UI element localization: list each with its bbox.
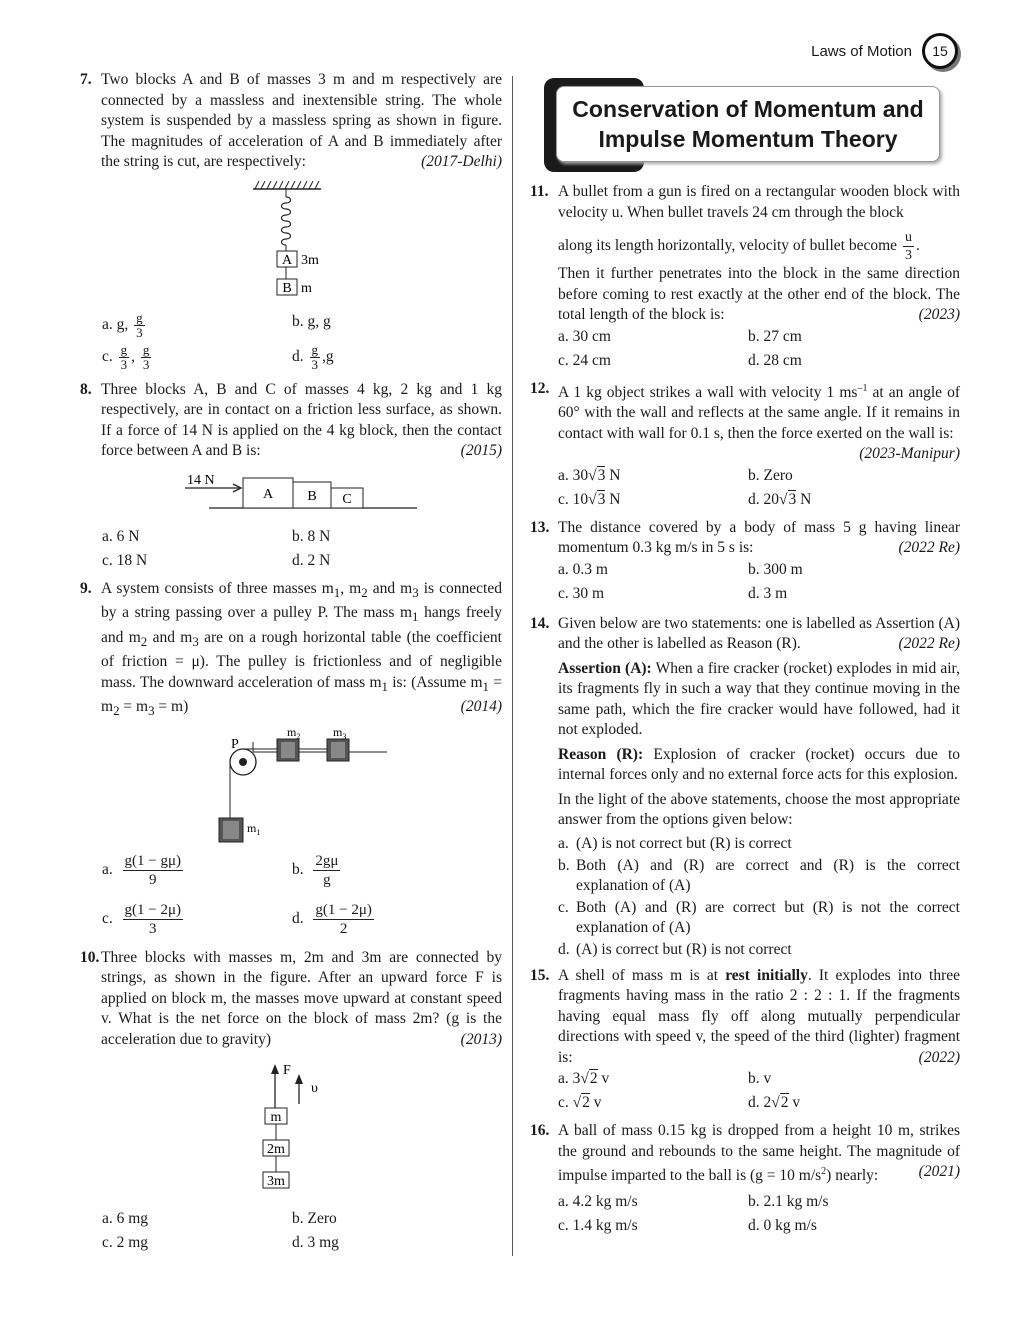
question-13: 13. The distance covered by a body of mass 5 g having linear momentum 0.3 kg m/s in 5 s is: (2022 Re) (530, 518, 960, 559)
option-d: d. 2 N (292, 551, 331, 569)
question-year: (2021) (918, 1163, 960, 1181)
option-a: a. 6 mg (102, 1210, 149, 1228)
option-c: c. $\frac{g(1 - 2\mu)}{3}$ (102, 901, 182, 937)
option-b: b. 27 cm (748, 327, 802, 345)
question-12: 12. A 1 kg object strikes a wall with velocity 1 $ms^{-1}$ at an angle of 60° with the wall and reflects at the same angle. If it remains in contact with wall for 0.1 s, then the force exerted on the wall is: (2023-Manipur) (530, 379, 960, 465)
option-b: b. Zero (292, 1210, 337, 1228)
question-text: Three blocks A, B and C of masses 4 kg, 2 kg and 1 kg respectively, are in contact on a friction less surface, as shown. If a force of 14 N is applied on the 4 kg block, then the contact force between A and B is: (101, 380, 502, 459)
question-text: A system consists of three masses $m_1$, $m_2$ and $m_3$ is connected by a string passing over a pulley P. The mass $m_1$ hangs freely and $m_2$ and $m_3$ are on a rough horizontal table (the coefficient of friction = μ). The pulley is frictionless and of negligible mass. The downward acceleration of mass $m_1$ is: (Assume $m_1 = m_2 = m_3 = m$) (2014) (101, 579, 502, 719)
hanging-blocks-figure (80, 1054, 502, 1204)
question-year: (2022 Re) (898, 539, 960, 557)
option-d: d. $\frac{g}{3}$ ,g (292, 341, 334, 372)
option-a: a. 0.3 m (558, 560, 608, 578)
page-number: 15 (922, 33, 958, 69)
block-a-label: A (281, 252, 293, 268)
question-text: A 1 kg object strikes a wall with velocity 1 $ms^{-1}$ at an angle of 60° with the wall and reflects at the same angle. If it remains in contact with wall for 0.1 s, then the force exerted on the wall is: (2023-Manipur) (558, 379, 960, 465)
question-year: (2023) (918, 306, 960, 323)
force-label: 14 N (187, 472, 215, 488)
question-16: 16. A ball of mass 0.15 kg is dropped from a height 10 m, strikes the ground and rebounds to the same height. The magnitude of impulse imparted to the ball is (g = 10 $m/s^2$) nearly: (2021) (530, 1121, 960, 1187)
question-text: Given below are two statements: one is labelled as Assertion (A) and the other is labelled as Reason (R). (558, 614, 960, 653)
option-c: c. 1.4 kg m/s (558, 1216, 638, 1234)
svg-text:m2: $m_2$ (287, 725, 301, 741)
block-b-mass: m (301, 280, 312, 296)
option-b: b. 300 m (748, 560, 803, 578)
page-header (811, 33, 958, 69)
pulley-figure (80, 726, 502, 844)
question-year: (2022 Re) (898, 635, 960, 653)
option-a: a. 4.2 kg m/s (558, 1192, 638, 1210)
option-a: a. 30 cm (558, 327, 611, 345)
question-9: 9. A system consists of three masses $m_1$, $m_2$ and $m_3$ is connected by a string passing over a pulley P. The mass $m_1$ hangs freely and $m_2$ and $m_3$ are on a rough horizontal table (the coefficient of friction = μ). The pulley is frictionless and of negligible mass. The downward acceleration of mass $m_1$ is: (Assume $m_1 = m_2 = m_3 = m$) (2014) (80, 579, 502, 722)
column-divider (512, 76, 513, 1256)
reason-text: Explosion of cracker (rocket) occurs due to internal forces only and no external force acts for this explosion. (558, 745, 961, 784)
block-2m-label: 2m (267, 1142, 285, 1158)
options-q16 (558, 1191, 960, 1236)
left-column (80, 70, 502, 1253)
three-blocks-figure (100, 466, 502, 522)
option-b: b. $\frac{2g\mu}{g}$ (292, 852, 339, 888)
options-q14 (558, 834, 960, 960)
option-d: d. 20√3 N (748, 490, 812, 508)
question-year: (2013) (460, 1030, 502, 1048)
question-year: (2015) (460, 442, 502, 459)
velocity-label: υ (311, 1081, 318, 1097)
force-label: F (283, 1063, 291, 1079)
question-text: Three blocks with masses m, 2m and 3m are connected by strings, as shown in the figure. After an upward force F is applied on block m, the masses move upward at constant speed v. What is the net force on the block of mass 2m? (g is the acceleration due to gravity) (101, 948, 502, 1048)
section-heading (544, 78, 940, 160)
options-q11 (558, 326, 960, 371)
option-b: b. g, g (292, 312, 331, 330)
question-year: (2014) (460, 698, 502, 716)
question-14: 14. Given below are two statements: one is labelled as Assertion (A) and the other is labelled as Reason (R). (2022 Re) Assertion (A): When a fire cracker (rocket) explodes in mid air, its fragments fly in such a way that they continue moving in the same path, which the fire cracker would have followed, had it not exploded. Reason (R): Explosion of cracker (rocket) occurs due to internal forces only and no external force acts for this explosion. In the light of the above statements, choose the most appropriate answer from the options given below: (530, 614, 960, 831)
block-m-label: m (270, 1110, 282, 1126)
question-text: Two blocks A and B of masses 3 m and m respectively are connected by a massless and inextensible string. The whole system is suspended by a massless spring as shown in figure. The magnitudes of acceleration of A and B immediately after the string is cut, are respectively: (101, 71, 502, 170)
block-b-label: B (282, 280, 292, 296)
option-c: c. 10√3 N (558, 490, 621, 508)
option-b: b. 2.1 kg m/s (748, 1192, 829, 1210)
question-10: 10. Three blocks with masses m, 2m and 3m are connected by strings, as shown in the figure. After an upward force F is applied on block m, the masses move upward at constant speed v. What is the net force on the block of mass 2m? (g is the acceleration due to gravity) (2013) (80, 948, 502, 1051)
block-c-label: C (342, 491, 352, 507)
option-b: b. Both (A) and (R) are correct and (R) is the correct explanation of (A) (558, 856, 960, 894)
question-7: 7. Two blocks A and B of masses 3 m and m respectively are connected by a massless and inextensible string. The whole system is suspended by a massless spring as shown in figure. The magnitudes of acceleration of A and B immediately after the string is cut, are respectively: (2017-Delhi) (80, 70, 502, 173)
option-d: d. 2√2 v (748, 1094, 801, 1112)
svg-text:m1: $m_1$ (247, 820, 261, 837)
question-11: 11. A bullet from a gun is fired on a rectangular wooden block with velocity u. When bullet travels 24 cm through the block along its length horizontally, velocity of bullet become $\frac{u}{3}$ . Then it further penetrates into the block in the same direction before coming to rest exactly at the other end of the block. The total length of the block is: (2023) (530, 182, 960, 326)
option-a: a. (A) is not correct but (R) is correct (558, 834, 792, 852)
option-a: a. 3√2 v (558, 1070, 610, 1088)
options-q9 (102, 852, 502, 938)
options-q10 (102, 1208, 502, 1253)
option-c: c. 30 m (558, 584, 605, 602)
question-15: 15. A shell of mass m is at rest initially. It explodes into three fragments having mass in the ratio 2 : 2 : 1. If the fragments having equal mass fly off along mutually perpendicular directions with speed v, the speed of the third (lighter) fragment is: (2022) (530, 966, 960, 1069)
options-q15 (558, 1068, 960, 1113)
section-title-line1: Conservation of Momentum and (572, 96, 924, 122)
option-d: d. 28 cm (748, 351, 802, 369)
options-q12 (558, 465, 960, 510)
option-a: a. 6 N (102, 527, 140, 545)
section-title-line2: Impulse Momentum Theory (598, 126, 898, 152)
chapter-title: Laws of Motion (811, 42, 912, 60)
option-a: a. g, $\frac{g}{3}$ (102, 309, 143, 340)
block-a-mass: 3m (301, 252, 319, 268)
svg-text:m3: $m_3$ (333, 725, 347, 741)
question-8: 8. Three blocks A, B and C of masses 4 kg, 2 kg and 1 kg respectively, are in contact on a friction less surface, as shown. If a force of 14 N is applied on the 4 kg block, then the contact force between A and B is: (2015) (80, 380, 502, 462)
option-a: a. $\frac{g(1 - g\mu)}{9}$ (102, 852, 182, 888)
question-year: (2022) (918, 1048, 960, 1066)
assertion-text: When a fire cracker (rocket) explodes in mid air, its fragments fly in such a way that they continue moving in the same path, which the fire cracker would have followed, had it not exploded. (558, 659, 960, 739)
option-c: c. 24 cm (558, 351, 611, 369)
block-b-label: B (307, 488, 317, 504)
block-a-label: A (262, 486, 274, 502)
option-b: b. 8 N (292, 527, 331, 545)
option-b: b. v (748, 1070, 772, 1088)
question-year: (2017-Delhi) (421, 153, 502, 170)
option-d: d. (A) is correct but (R) is not correct (558, 940, 792, 958)
spring-blocks-figure (80, 177, 502, 307)
option-c: c. Both (A) and (R) are correct but (R) is not the correct explanation of (A) (558, 898, 960, 936)
option-c: c. 2 mg (102, 1234, 149, 1252)
option-a: a. 30√3 N (558, 466, 621, 484)
options-q7 (102, 311, 502, 372)
question-prompt: In the light of the above statements, choose the most appropriate answer from the options given below: (558, 790, 960, 829)
option-d: d. $\frac{g(1 - 2\mu)}{2}$ (292, 901, 372, 937)
option-b: b. Zero (748, 466, 793, 484)
option-d: d. 3 m (748, 584, 788, 602)
question-year: (2023-Manipur) (859, 445, 960, 463)
question-text: The distance covered by a body of mass 5 g having linear momentum 0.3 kg m/s in 5 s is: (558, 518, 960, 557)
option-d: d. 0 kg m/s (748, 1216, 817, 1234)
block-3m-label: 3m (267, 1174, 285, 1190)
options-q13 (558, 559, 960, 604)
option-c: c. $\frac{g}{3}$ , $\frac{g}{3}$ (102, 341, 150, 372)
right-column (530, 70, 960, 1236)
option-d: d. 3 mg (292, 1234, 339, 1252)
options-q8 (102, 526, 502, 571)
pulley-label: P (231, 736, 239, 752)
option-c: c. √2 v (558, 1094, 602, 1112)
question-text: A shell of mass m is at rest initially. It explodes into three fragments having mass in the ratio 2 : 2 : 1. If the fragments having equal mass fly off along mutually perpendicular directions with speed v, the speed of the third (lighter) fragment is: (2022) (558, 966, 960, 1069)
question-text: A ball of mass 0.15 kg is dropped from a height 10 m, strikes the ground and rebounds to the same height. The magnitude of impulse imparted to the ball is (g = 10 $m/s^2$) nearly: (2021) (558, 1122, 960, 1185)
option-c: c. 18 N (102, 551, 148, 569)
